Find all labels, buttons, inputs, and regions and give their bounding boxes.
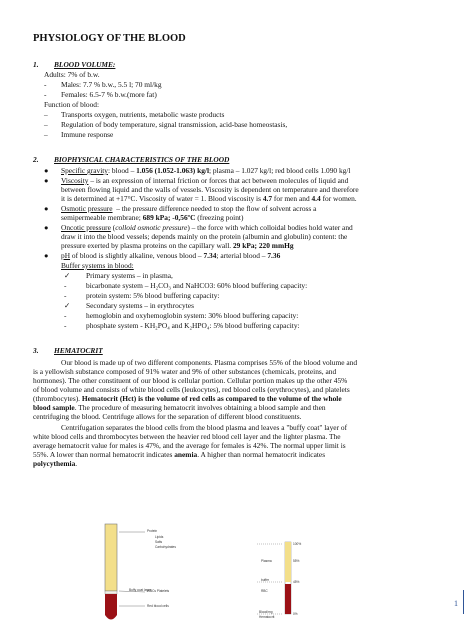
buffer-item: hemoglobin and oxyhemoglobin system: 30% blood buffering capacity: [86, 311, 299, 320]
section-2-number: 2. [33, 155, 39, 164]
buffer-systems-label: Buffer systems in blood: [61, 261, 134, 270]
bullet-icon: ● [44, 251, 49, 260]
section-1-number: 1. [33, 60, 39, 69]
osmotic-line-2: semipermeable membrane; 689 kPa; -0,56ºC (freezing point) [61, 213, 244, 222]
dash: - [44, 90, 47, 99]
section-2-heading: BIOPHYSICAL CHARACTERISTICS OF THE BLOOD [54, 155, 230, 164]
oncotic-line-1: Oncotic pressure (colloid osmotic pressure) – the force with which colloidal bodies hold water and [61, 223, 353, 232]
paragraph-line: hormones). The other constituent of our blood is cellular portion. Cellular portion makes up the other 45% [33, 376, 348, 385]
section-3-number: 3. [33, 346, 39, 355]
function-item: Regulation of body temperature, signal transmission, acid-base homeostasis, [61, 120, 288, 129]
function-label: Function of blood: [44, 100, 100, 109]
osmotic-line-1: Osmotic pressure – the pressure difference needed to stop the flow of solvent across a [61, 204, 317, 213]
specific-gravity-line: Specific gravity: blood – 1.056 (1.052-1.063) kg/l; plasma – 1.027 kg/l; red blood cells 1.090 kg/l [61, 166, 351, 175]
dash: – [44, 130, 48, 139]
scale-label: Plasma [261, 559, 272, 563]
buffer-item: Secondary systems – in erythrocytes [86, 301, 194, 310]
paragraph-line: average hematocrit value for males is 47%, and the average for females is 42%. The normal upper limit is [33, 441, 346, 450]
dash: - [64, 321, 67, 330]
scale-label: 45% [293, 580, 300, 584]
buffer-item: Primary systems – in plasma, [86, 271, 173, 280]
figure-label: Red blood cells [147, 604, 169, 608]
plasma-layer [105, 524, 117, 591]
paragraph-line: 55%. A lower than normal hematocrit indicates anemia. A higher than normal hematocrit indicates [33, 450, 326, 459]
scale-label: 100% [293, 542, 302, 546]
function-item: Transports oxygen, nutrients, metabolic waste products [61, 110, 225, 119]
adults-line: Adults: 7% of b.w. [44, 70, 100, 79]
hematocrit-scale-figure [255, 540, 355, 625]
scale-label: buffer [261, 578, 270, 582]
paragraph-line: centrifuging the blood. Centrifuge allows for the separation of different blood constituents. [33, 412, 302, 421]
section-3-heading: HEMATOCRIT [54, 346, 103, 355]
females-line: Females: 6.5-7 % b.w.(more fat) [61, 90, 157, 99]
checkmark-icon: ✓ [64, 301, 71, 310]
dash: - [64, 281, 67, 290]
scale-label: 55% [293, 559, 300, 563]
figure-label: Buffy coat layer [129, 588, 151, 592]
males-line: Males: 7.7 % b.w., 5.5 l; 70 ml/kg [61, 80, 162, 89]
page-number: 1 [454, 599, 458, 608]
dash: - [44, 80, 47, 89]
bullet-icon: ● [44, 204, 49, 213]
bullet-icon: ● [44, 176, 49, 185]
figure-label: Lipids [155, 535, 164, 539]
paragraph-line: of blood volume and consists of white blood cells (leukocytes), red blood cells (erythrocytes), and platelets [33, 385, 350, 394]
paragraph-line: (thrombocytes). Hematocrit (Hct) is the volume of red cells as compared to the volume of the whole [33, 394, 342, 403]
buffer-item: phosphate system - KH₂PO₄ and K₂HPO₄: 5% blood buffering capacity: [86, 321, 300, 330]
paragraph-line: blood sample. The procedure of measuring hematocrit involves obtaining a blood sample and then [33, 403, 326, 412]
checkmark-icon: ✓ [64, 271, 71, 280]
viscosity-line-1: Viscosity – is an expression of internal friction or forces that act between molecules of liquid and [61, 176, 349, 185]
ph-line: pH of blood is slightly alkaline, venous blood – 7.34; arterial blood – 7.36 [61, 251, 281, 260]
oncotic-line-3: pressure exerted by plasma proteins on the capillary wall. 29 kPa; 220 mmHg [61, 241, 294, 250]
function-item: Immune response [61, 130, 114, 139]
scale-label: Blood/mg [259, 610, 273, 614]
dash: - [64, 291, 67, 300]
paragraph-line: Centrifugation separates the blood cells from the blood plasma and leaves a "buffy coat" layer of [61, 423, 348, 432]
viscosity-line-3: it is determined at +17°C. Viscosity of water = 1. Blood viscosity is 4.7 for men and 4.4 for women. [61, 194, 357, 203]
viscosity-line-2: between flowing liquid and the walls of vessels. Viscosity is dependent on temperature and therefore [61, 185, 359, 194]
bullet-icon: ● [44, 166, 49, 175]
page-number-divider [463, 590, 464, 614]
paragraph-line: Our blood is made up of two different components. Plasma comprises 55% of the blood volume and [61, 358, 358, 367]
bullet-icon: ● [44, 223, 49, 232]
dash: – [44, 110, 48, 119]
paragraph-line: white blood cells and thrombocytes between the heavier red blood cell layer and the lighter plasma. The [33, 432, 341, 441]
buffer-item: protein system: 5% blood buffering capacity: [86, 291, 220, 300]
page-title: PHYSIOLOGY OF THE BLOOD [33, 33, 186, 44]
scale-label: RBC [261, 589, 268, 593]
figure-label: WBCs Platelets [147, 589, 170, 593]
section-1-heading: BLOOD VOLUME: [54, 60, 116, 69]
paragraph-line: polycythemia. [33, 459, 78, 468]
scale-rbc [285, 584, 291, 614]
paragraph-line: is a yellowish substance composed of 91% water and 9% of other substances (chemicals, proteins, and [33, 367, 337, 376]
dash: – [44, 120, 48, 129]
scale-label: Hematocrit [259, 615, 275, 619]
scale-label: 0% [293, 612, 298, 616]
figure-label: Salts [155, 540, 163, 544]
oncotic-line-2: draw it into the blood vessels; depends mainly on the protein (albumin and globulin) content: the [61, 232, 348, 241]
buffer-item: bicarbonate system – H₂CO₃ and NaHCO3: 60% blood buffering capacity: [86, 281, 308, 290]
scale-plasma [285, 542, 291, 582]
hematocrit-tube-figure [95, 520, 235, 625]
figure-label: Protein [147, 529, 158, 533]
dash: - [64, 311, 67, 320]
red-cell-layer [105, 594, 117, 620]
figure-label: Carbohydrates [155, 545, 176, 549]
buffy-coat-layer [105, 591, 117, 594]
